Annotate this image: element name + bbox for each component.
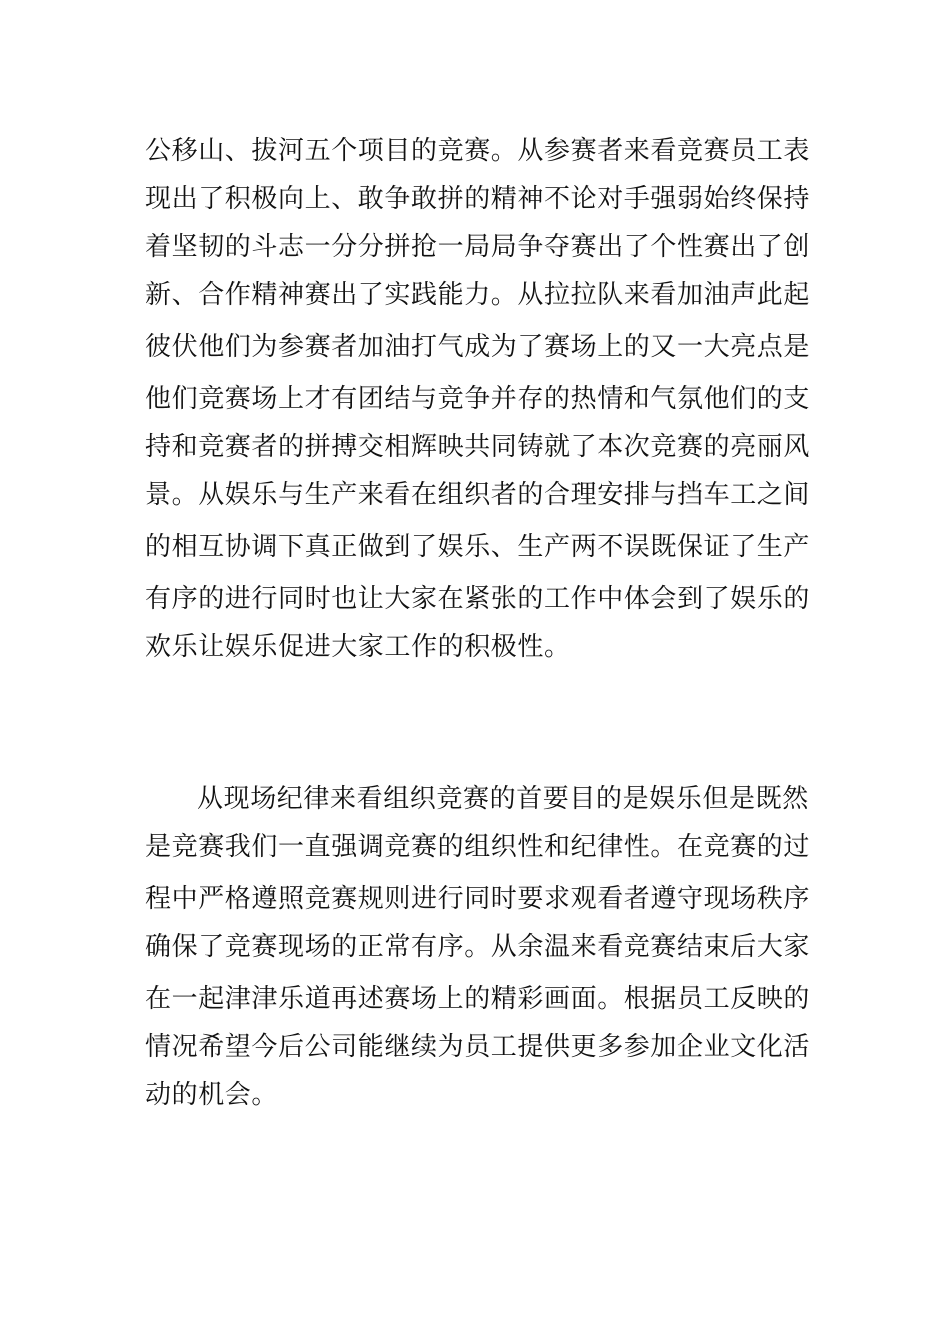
paragraph-1-line: 新、合作精神赛出了实践能力。从拉拉队来看加油声此起 [145,280,811,310]
paragraph-2-line: 在一起津津乐道再述赛场上的精彩画面。根据员工反映的 [145,984,811,1014]
paragraph-2-line: 情况希望今后公司能继续为员工提供更多参加企业文化活 [145,1032,811,1062]
paragraph-1-line: 彼伏他们为参赛者加油打气成为了赛场上的又一大亮点是 [145,332,811,362]
paragraph-1-line: 公移山、拔河五个项目的竞赛。从参赛者来看竞赛员工表 [145,136,811,166]
paragraph-1-line: 现出了积极向上、敢争敢拼的精神不论对手强弱始终保持 [145,184,811,214]
paragraph-2-line: 从现场纪律来看组织竞赛的首要目的是娱乐但是既然 [197,784,809,814]
paragraph-2-line: 程中严格遵照竞赛规则进行同时要求观看者遵守现场秩序 [145,884,811,914]
paragraph-1-line: 有序的进行同时也让大家在紧张的工作中体会到了娱乐的 [145,584,811,614]
paragraph-1-line: 欢乐让娱乐促进大家工作的积极性。 [145,632,571,662]
paragraph-2-line: 确保了竞赛现场的正常有序。从余温来看竞赛结束后大家 [145,932,811,962]
paragraph-2-line: 是竞赛我们一直强调竞赛的组织性和纪律性。在竞赛的过 [145,832,811,862]
paragraph-1-line: 着坚韧的斗志一分分拼抢一局局争夺赛出了个性赛出了创 [145,232,811,262]
paragraph-1-line: 的相互协调下真正做到了娱乐、生产两不误既保证了生产 [145,532,811,562]
paragraph-1-line: 景。从娱乐与生产来看在组织者的合理安排与挡车工之间 [145,480,811,510]
paragraph-1-line: 持和竞赛者的拼搏交相辉映共同铸就了本次竞赛的亮丽风 [145,432,811,462]
paragraph-1-line: 他们竞赛场上才有团结与竞争并存的热情和气氛他们的支 [145,384,811,414]
paragraph-2-line: 动的机会。 [145,1080,279,1110]
